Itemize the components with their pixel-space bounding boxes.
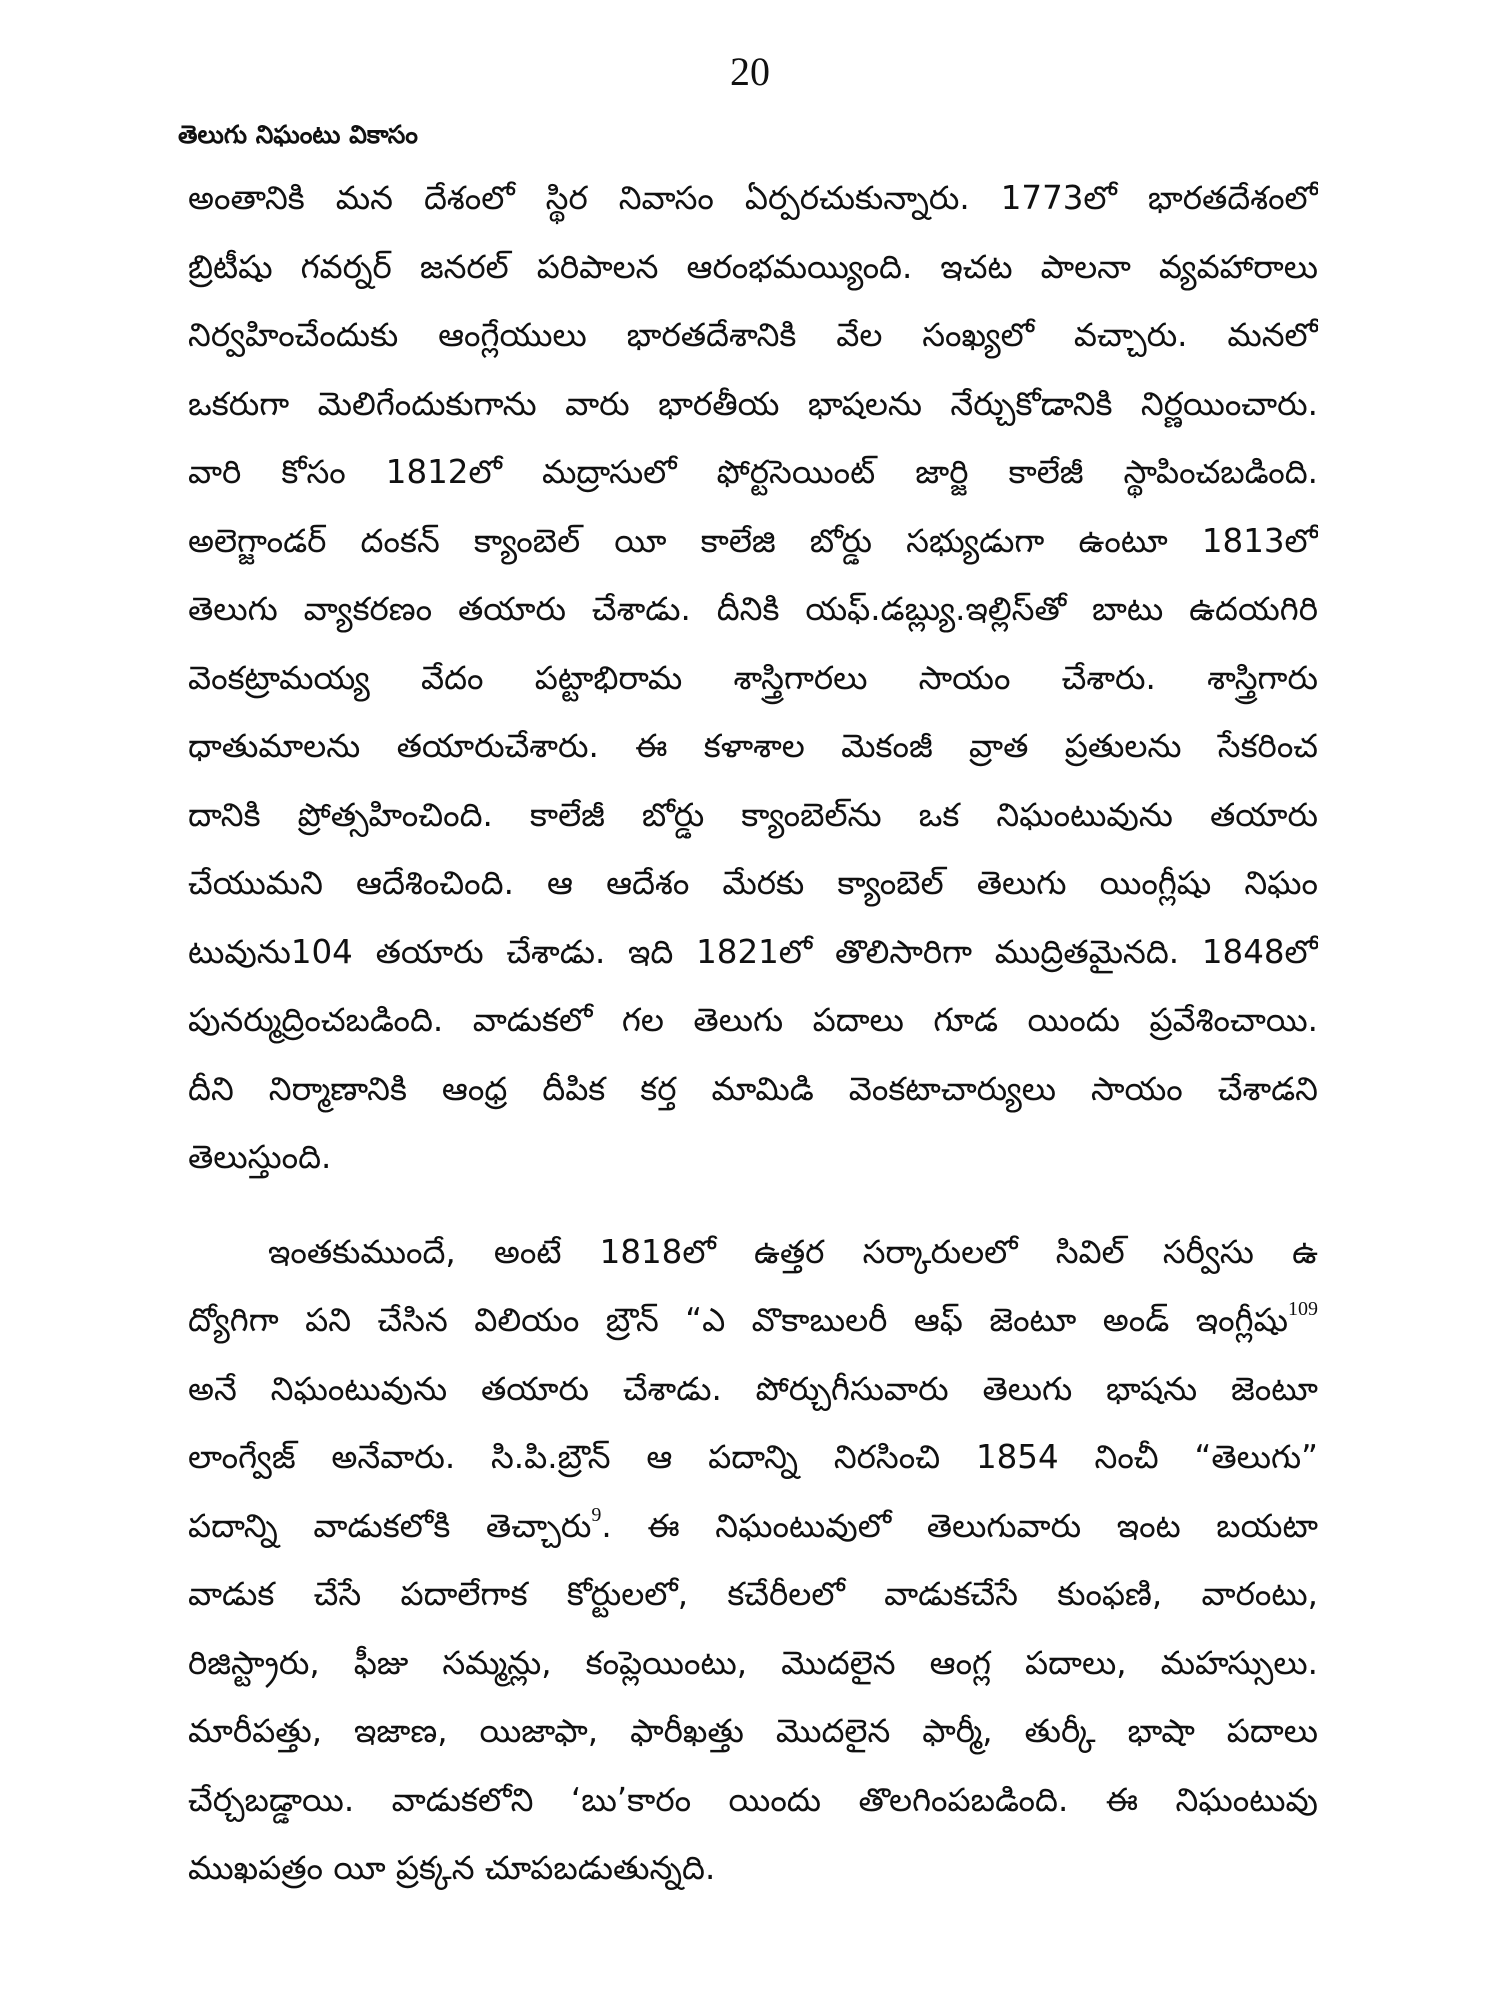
body-text — [188, 164, 1318, 1903]
footnote-marker: 9 — [591, 1503, 602, 1526]
text-line: మారీపత్తు, ఇజాణ, యిజాఫా, ఫారీఖత్తు మొదలైన ఫార్మీ, తుర్కీ భాషా పదాలు — [188, 1712, 1318, 1750]
text-line: వెంకట్రామయ్య వేదం పట్టాభిరామ శాస్త్రిగారలు సాయం చేశారు. శాస్త్రిగారు — [188, 658, 1318, 697]
paragraph-gap — [188, 1192, 1318, 1218]
text-span: పదాన్ని వాడుకలోకి తెచ్చారు — [188, 1506, 592, 1545]
running-header: తెలుగు నిఘంటు వికాసం — [178, 120, 418, 149]
text-line: చేర్చబడ్డాయి. వాడుకలోని ‘బు’కారం యిందు తొలగింపబడింది. ఈ నిఘంటువు — [188, 1780, 1318, 1819]
text-line: టువును104 తయారు చేశాడు. ఇది 1821లో తొలిసారిగా ముద్రితమైనది. 1848లో — [188, 932, 1318, 971]
text-line: లాంగ్వేజ్ అనేవారు. సి.పి.బ్రౌన్ ఆ పదాన్ని నిరసించి 1854 నించీ “తెలుగు” — [188, 1438, 1318, 1476]
text-line: ఒకరుగా మెలిగేందుకుగాను వారు భారతీయ భాషలను నేర్చుకోడానికి నిర్ణయించారు. — [188, 384, 1318, 423]
text-line: నిర్వహించేందుకు ఆంగ్లేయులు భారతదేశానికి వేల సంఖ్యలో వచ్చారు. మనలో — [188, 316, 1318, 354]
text-line: బ్రిటీషు గవర్నర్ జనరల్ పరిపాలన ఆరంభమయ్యింది. ఇచట పాలనా వ్యవహారాలు — [188, 247, 1318, 286]
text-line: తెలుస్తుంది. — [188, 1138, 332, 1176]
text-line: దీని నిర్మాణానికి ఆంధ్ర దీపిక కర్త మామిడి వెంకటాచార్యులు సాయం చేశాడని — [188, 1069, 1318, 1108]
text-line: వారి కోసం 1812లో మద్రాసులో ఫోర్టసెయింట్ జార్జి కాలేజీ స్థాపించబడింది. — [188, 453, 1318, 491]
text-line: ధాతుమాలను తయారుచేశారు. ఈ కళాశాల మెకంజీ వ్రాత ప్రతులను సేకరించ — [188, 727, 1318, 765]
text-line: తెలుగు వ్యాకరణం తయారు చేశాడు. దీనికి యఫ్.డబ్ల్యు.ఇల్లిస్‌తో బాటు ఉదయగిరి — [188, 590, 1318, 628]
text-line: అంతానికి మన దేశంలో స్థిర నివాసం ఏర్పరచుకున్నారు. 1773లో భారతదేశంలో — [188, 179, 1318, 217]
text-line — [188, 1286, 1318, 1355]
text-line: దానికి ప్రోత్సహించింది. కాలేజీ బోర్డు క్యాంబెల్‌ను ఒక నిఘంటువును తయారు — [188, 795, 1318, 834]
text-line: వాడుక చేసే పదాలేగాక కోర్టులలో, కచేరీలలో వాడుకచేసే కుంఫణి, వారంటు, — [188, 1575, 1318, 1613]
text-line: అనే నిఘంటువును తయారు చేశాడు. పోర్చుగీసువారు తెలుగు భాషను జెంటూ — [188, 1369, 1318, 1408]
text-line: రిజిస్ట్రారు, ఫీజు సమ్మన్లు, కంప్లెయింటు, మొదలైన ఆంగ్ల పదాలు, మహస్సులు. — [188, 1643, 1318, 1682]
paragraph-2 — [188, 1218, 1318, 1903]
footnote-marker: 109 — [1288, 1298, 1318, 1321]
text-span: . ఈ నిఘంటువులో తెలుగువారు ఇంట బయటా — [601, 1506, 1318, 1545]
text-line: ఇంతకుముందే, అంటే 1818లో ఉత్తర సర్కారులలో సివిల్ సర్వీసు ఉ — [268, 1232, 1318, 1271]
text-line: చేయుమని ఆదేశించింది. ఆ ఆదేశం మేరకు క్యాంబెల్ తెలుగు యింగ్లీషు నిఘం — [188, 864, 1318, 902]
text-line: ముఖపత్రం యీ ప్రక్కన చూపబడుతున్నది. — [188, 1849, 716, 1887]
paragraph-1 — [188, 164, 1318, 1192]
text-line: అలెగ్జాండర్ దంకన్ క్యాంబెల్ యీ కాలేజి బోర్డు సభ్యుడుగా ఉంటూ 1813లో — [188, 521, 1318, 560]
text-line — [188, 1492, 1318, 1561]
text-span: ద్యోగిగా పని చేసిన విలియం బ్రౌన్ “ఎ వొకాబులరీ ఆఫ్ జెంటూ అండ్ ఇంగ్లీషు — [188, 1301, 1288, 1339]
text-line: పునర్ముద్రించబడింది. వాడుకలో గల తెలుగు పదాలు గూడ యిందు ప్రవేశించాయి. — [188, 1001, 1318, 1039]
page-number: 20 — [730, 49, 770, 94]
